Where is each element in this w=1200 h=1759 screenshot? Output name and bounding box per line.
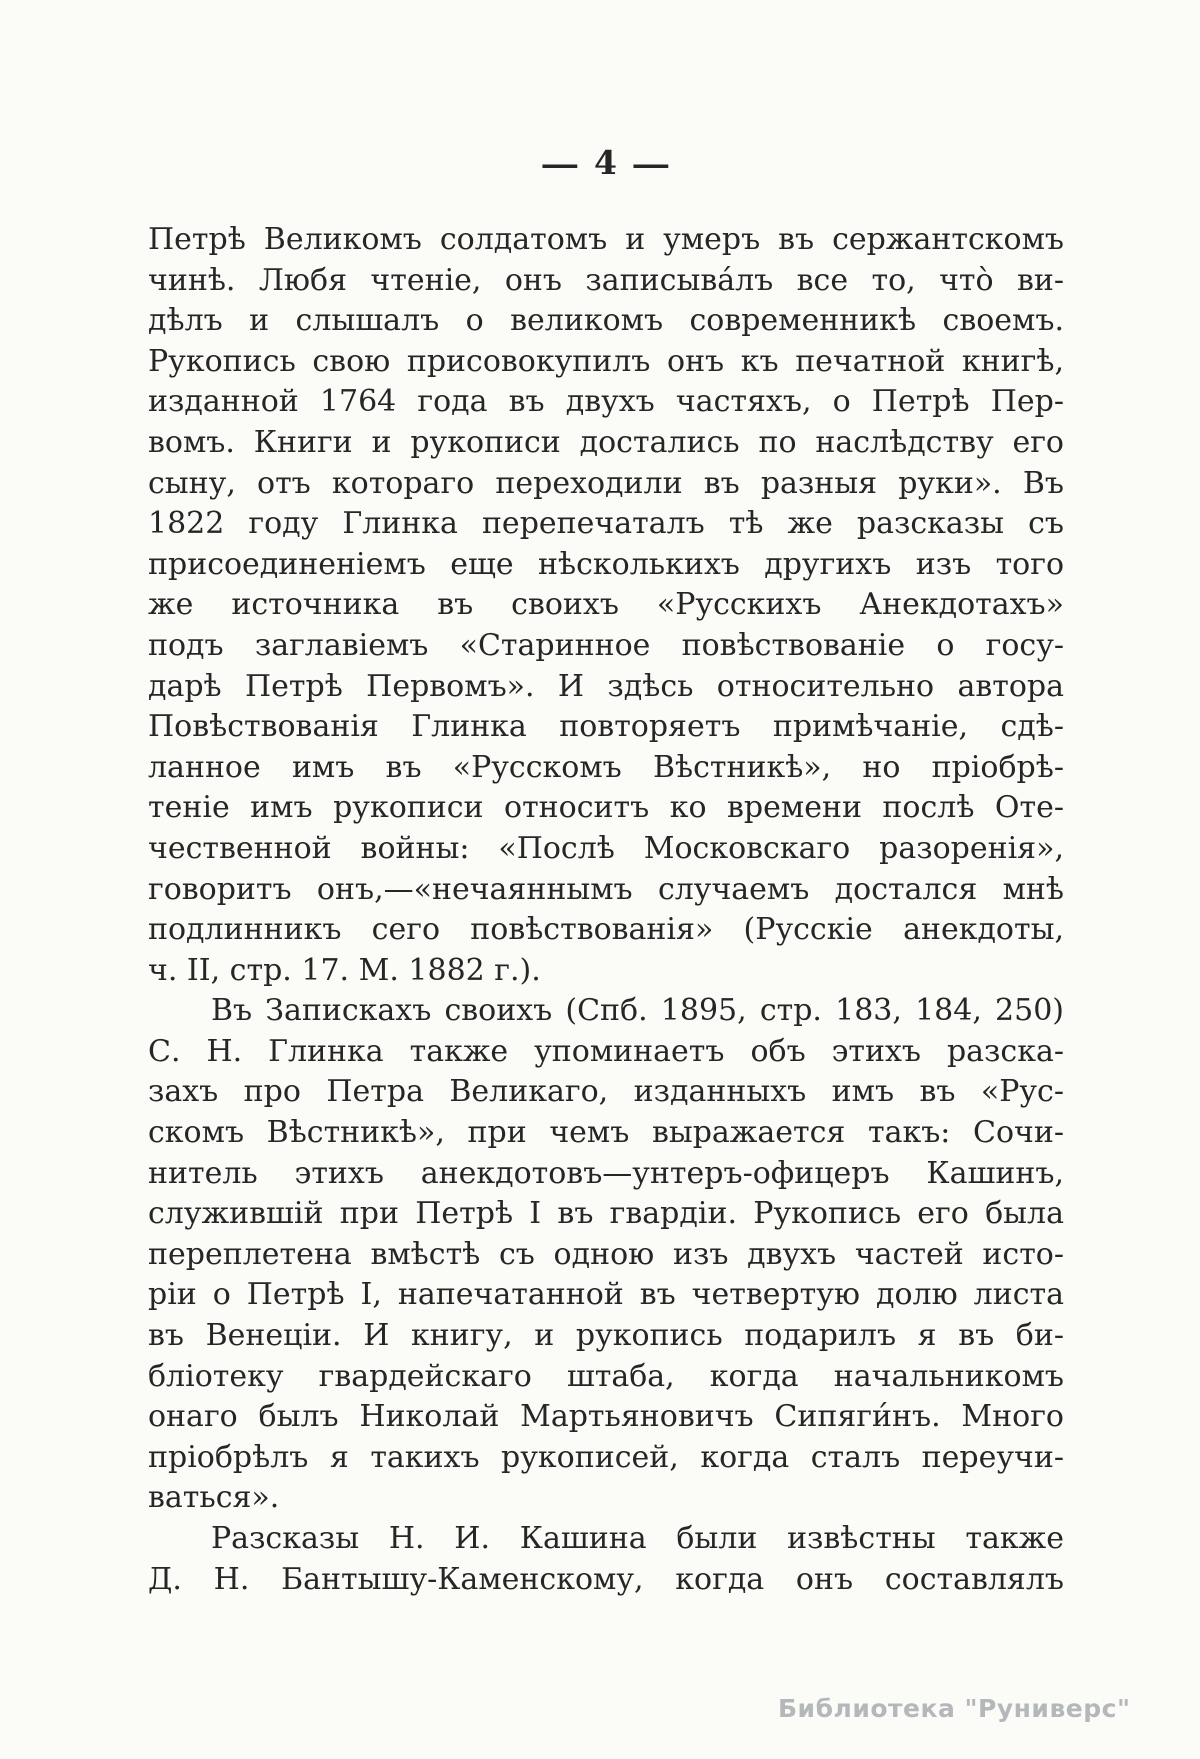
text-line: Повѣствованія Глинка повторяетъ примѣчаніе, сдѣ- xyxy=(148,709,1064,745)
text-line: изданной 1764 года въ двухъ частяхъ, о Петрѣ Пер- xyxy=(148,384,1064,420)
text-block xyxy=(148,220,1064,1600)
text-line: присоединеніемъ еще нѣсколькихъ другихъ изъ того xyxy=(148,546,1064,582)
text-line: пріобрѣлъ я такихъ рукописей, когда сталъ переучи- xyxy=(148,1439,1064,1475)
text-line: Въ Запискахъ своихъ (Спб. 1895, стр. 183, 184, 250) xyxy=(211,993,1064,1029)
text-line: С. Н. Глинка также упоминаетъ объ этихъ разска- xyxy=(148,1033,1064,1069)
text-line: Петрѣ Великомъ солдатомъ и умеръ въ сержантскомъ xyxy=(148,222,1064,257)
text-line: дарѣ Петрѣ Первомъ». И здѣсь относительно автора xyxy=(148,668,1064,704)
text-line: ріи о Петрѣ I, напечатанной въ четвертую долю листа xyxy=(148,1277,1064,1313)
text-line: бліотеку гвардейскаго штаба, когда начальникомъ xyxy=(148,1358,1064,1394)
page-header xyxy=(148,143,1064,182)
header-left-dash: — xyxy=(540,147,581,182)
text-line: Рукопись свою присовокупилъ онъ къ печатной книгѣ, xyxy=(148,343,1064,379)
page-number: 4 xyxy=(594,143,618,182)
text-line: подлинникъ сего повѣствованія» (Русскіе анекдоты, xyxy=(148,912,1064,948)
text-line: ланное имъ въ «Русскомъ Вѣстникѣ», но пріобрѣ- xyxy=(148,749,1064,785)
text-line: же источника въ своихъ «Русскихъ Анекдотахъ» xyxy=(148,587,1064,623)
header-right-dash: — xyxy=(631,147,672,182)
text-line: чественной войны: «Послѣ Московскаго разоренія», xyxy=(148,830,1064,866)
text-line: говоритъ онъ,—«нечаяннымъ случаемъ достался мнѣ xyxy=(148,871,1064,907)
text-line: нитель этихъ анекдотовъ—унтеръ-офицеръ Кашинъ, xyxy=(148,1155,1064,1191)
text-line: Разсказы Н. И. Кашина были извѣстны также xyxy=(211,1521,1064,1556)
text-line: ваться». xyxy=(148,1480,280,1516)
library-watermark: Библиотека "Руниверс" xyxy=(778,1694,1131,1723)
text-line: ч. II, стр. 17. М. 1882 г.). xyxy=(148,952,541,988)
text-line: служившій при Петрѣ I въ гвардіи. Рукопись его была xyxy=(148,1196,1064,1232)
text-line: Д. Н. Бантышу-Каменскому, когда онъ составлялъ xyxy=(148,1561,1064,1597)
text-line: теніе имъ рукописи относитъ ко времени послѣ Оте- xyxy=(148,790,1064,826)
text-line: 1822 году Глинка перепечаталъ тѣ же разсказы съ xyxy=(148,506,1064,542)
text-line: подъ заглавіемъ «Старинное повѣствованіе о госу- xyxy=(148,627,1064,663)
text-line: захъ про Петра Великаго, изданныхъ имъ въ «Рус- xyxy=(148,1074,1064,1110)
text-line: вомъ. Книги и рукописи достались по наслѣдству его xyxy=(148,424,1064,460)
text-line: чинѣ. Любя чтеніе, онъ записыва́лъ все то, что̀ ви- xyxy=(148,262,1064,298)
text-line: въ Венеціи. И книгу, и рукопись подарилъ я въ би- xyxy=(148,1318,1064,1354)
text-line: переплетена вмѣстѣ съ одною изъ двухъ частей исто- xyxy=(148,1236,1064,1272)
text-line: скомъ Вѣстникѣ», при чемъ выражается такъ: Сочи- xyxy=(148,1115,1064,1151)
text-line: дѣлъ и слышалъ о великомъ современникѣ своемъ. xyxy=(148,303,1064,339)
text-line: онаго былъ Николай Мартьяновичъ Сипяги́нъ. Много xyxy=(148,1399,1064,1435)
text-line: сыну, отъ котораго переходили въ разныя руки». Въ xyxy=(148,465,1064,501)
